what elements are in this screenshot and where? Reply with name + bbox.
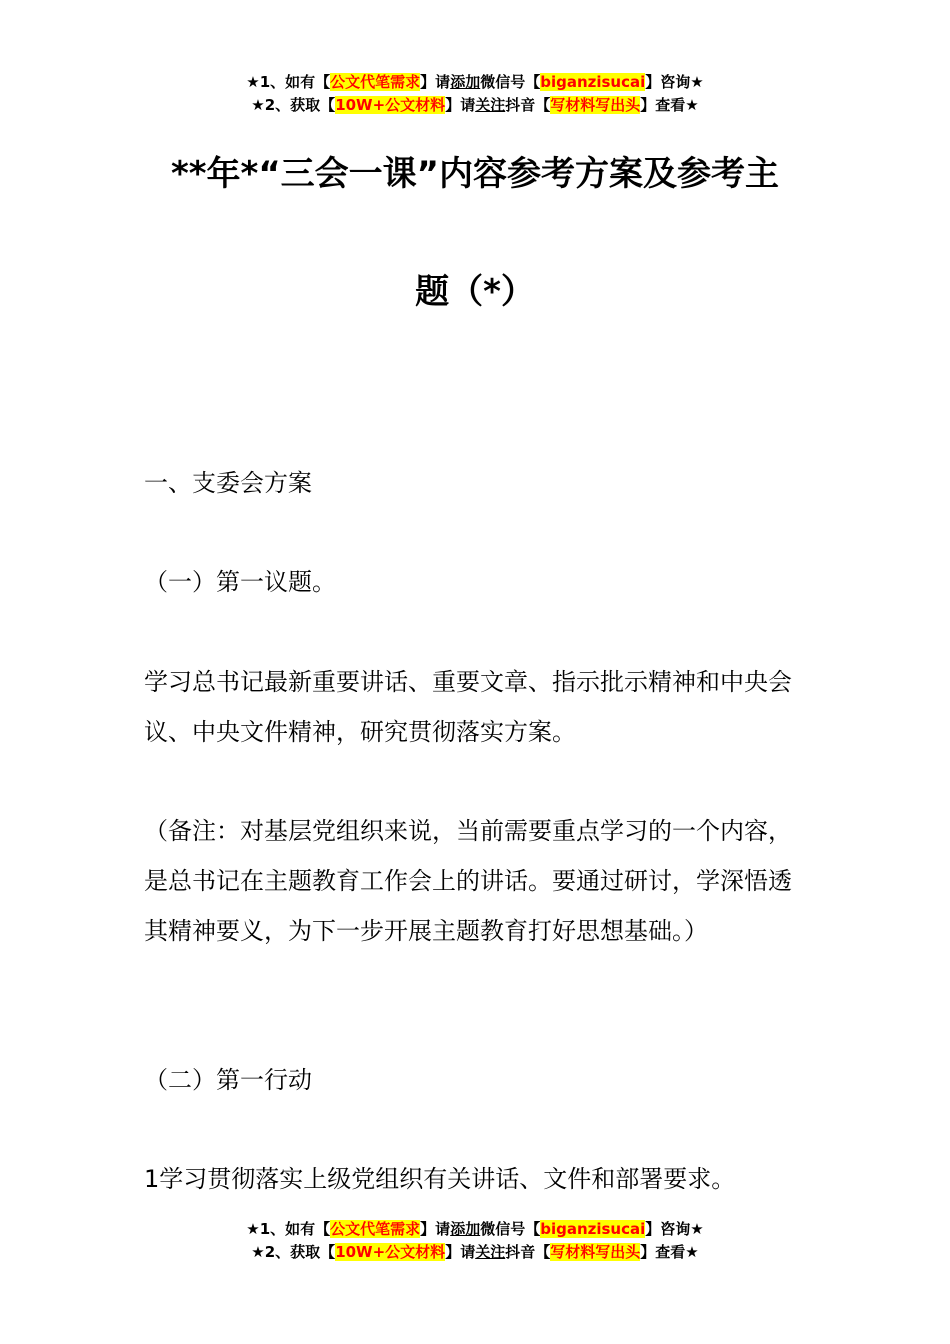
banner-text: 】请: [445, 1243, 476, 1261]
document-title-line-1: **年*“三会一课”内容参考方案及参考主: [170, 154, 780, 194]
header-banner: [0, 71, 950, 117]
banner-text: 】查看★: [640, 96, 699, 114]
document-title-line-2: 题（*）: [415, 272, 535, 312]
banner-text: 】请: [445, 96, 476, 114]
banner-text: 抖音【: [505, 96, 551, 114]
banner-text: 】咨询★: [645, 1220, 704, 1238]
banner-underline: 关注: [475, 1243, 506, 1261]
banner-text: 微信号【: [480, 1220, 541, 1238]
banner-douyin-id: 写材料写出头: [550, 96, 641, 114]
list-item: 1学习贯彻落实上级党组织有关讲话、文件和部署要求。: [144, 1165, 736, 1193]
banner-line-1: [0, 1218, 950, 1241]
banner-text: 】查看★: [640, 1243, 699, 1261]
banner-underline: 添加: [450, 1220, 481, 1238]
banner-text: 】咨询★: [645, 73, 704, 91]
banner-text: ★2、获取【: [251, 1243, 336, 1261]
banner-wechat-id: biganzisucai: [540, 1220, 646, 1238]
note-paragraph: （备注：对基层党组织来说，当前需要重点学习的一个内容，是总书记在主题教育工作会上的讲话。要通过研讨，学深悟透其精神要义，为下一步开展主题教育打好思想基础。）: [144, 817, 792, 945]
banner-text: 】请: [420, 1220, 451, 1238]
banner-underline: 关注: [475, 96, 506, 114]
banner-wechat-id: biganzisucai: [540, 73, 646, 91]
banner-douyin-id: 写材料写出头: [550, 1243, 641, 1261]
banner-highlight: 10W+公文材料: [335, 96, 446, 114]
banner-text: ★1、如有【: [246, 73, 331, 91]
item-heading: （一）第一议题。: [144, 568, 336, 596]
banner-text: 】请: [420, 73, 451, 91]
banner-text: 微信号【: [480, 73, 541, 91]
banner-text: ★1、如有【: [246, 1220, 331, 1238]
banner-line-2: [0, 1241, 950, 1264]
banner-text: ★2、获取【: [251, 96, 336, 114]
banner-highlight: 10W+公文材料: [335, 1243, 446, 1261]
item-heading: （二）第一行动: [144, 1066, 312, 1094]
banner-text: 抖音【: [505, 1243, 551, 1261]
banner-underline: 添加: [450, 73, 481, 91]
paragraph: 学习总书记最新重要讲话、重要文章、指示批示精神和中央会议、中央文件精神，研究贯彻落实方案。: [144, 668, 792, 746]
banner-line-2: [0, 94, 950, 117]
banner-line-1: [0, 71, 950, 94]
banner-highlight: 公文代笔需求: [330, 1220, 421, 1238]
banner-highlight: 公文代笔需求: [330, 73, 421, 91]
footer-banner: [0, 1218, 950, 1264]
section-heading: 一、支委会方案: [144, 469, 312, 497]
